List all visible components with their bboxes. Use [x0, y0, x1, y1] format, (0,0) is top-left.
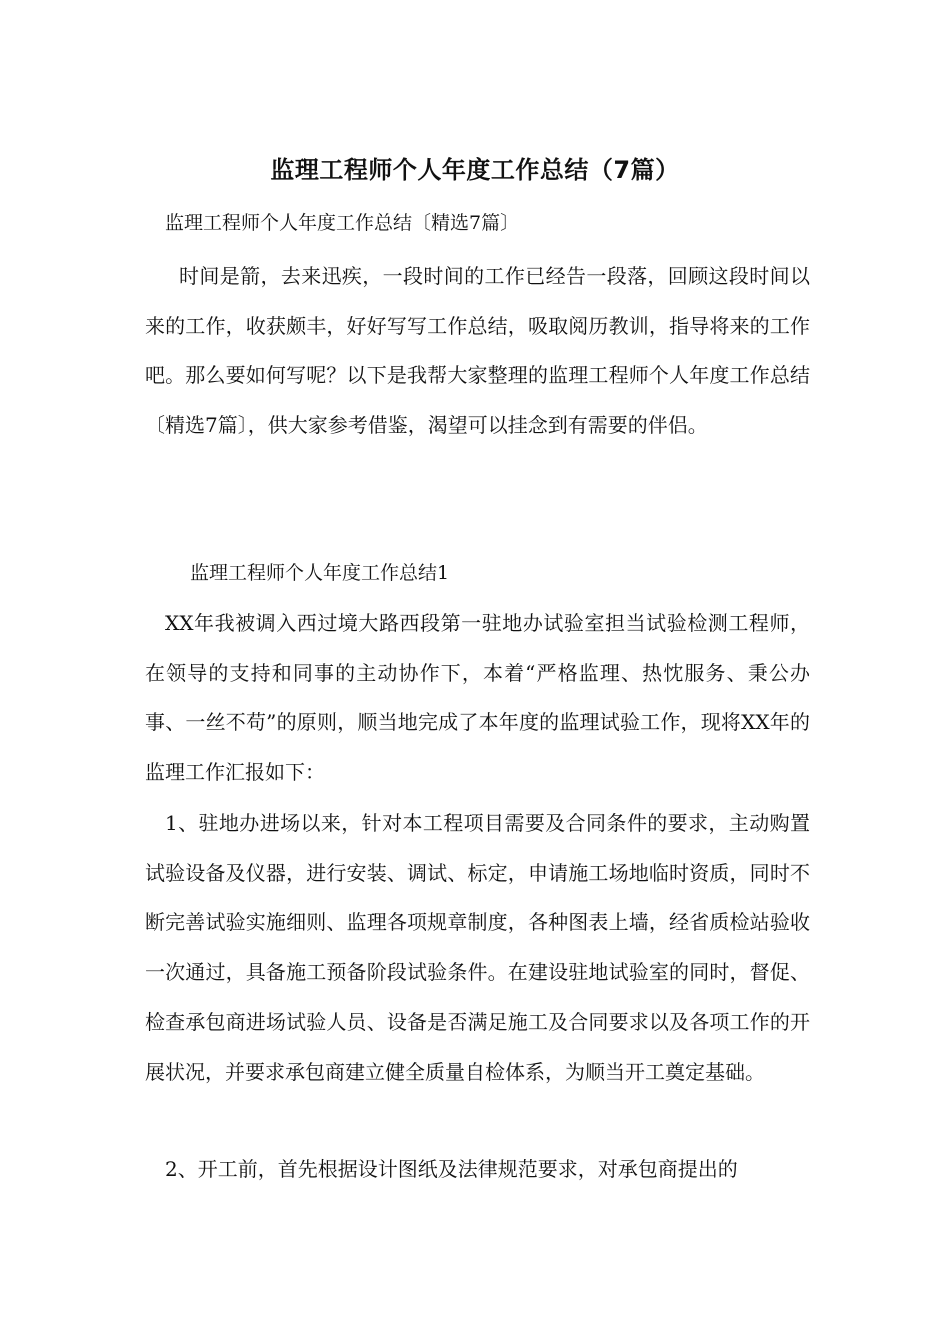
document-subtitle: 监理工程师个人年度工作总结〔精选7篇〕	[165, 212, 520, 234]
section-heading: 监理工程师个人年度工作总结1	[190, 562, 450, 584]
intro-paragraph: 时间是箭，去来迅疾，一段时间的工作已经告一段落，回顾这段时间以来的工作，收获颇丰，好好写写工作总结，吸取阅历教训，指导将来的工作吧。那么要如何写呢？以下是我帮大家整理的监理工程师个人年度工作总结〔精选7篇〕，供大家参考借鉴，渴望可以挂念到有需要的伴侣。	[145, 264, 810, 438]
section-paragraph: XX年我被调入西过境大路西段第一驻地办试验室担当试验检测工程师，在领导的支持和同事的主动协作下，本着“严格监理、热忱服务、秉公办事、一丝不苟”的原则，顺当地完成了本年度的监理试验工作，现将XX年的监理工作汇报如下：	[145, 611, 810, 785]
list-item-2: 2、开工前，首先根据设计图纸及法律规范要求，对承包商提出的	[165, 1157, 738, 1181]
list-item-1: 1、驻地办进场以来，针对本工程项目需要及合同条件的要求，主动购置试验设备及仪器，进行安装、调试、标定，申请施工场地临时资质，同时不断完善试验实施细则、监理各项规章制度，各种图表上墙，经省质检站验收一次通过，具备施工预备阶段试验条件。在建设驻地试验室的同时，督促、检查承包商进场试验人员、设备是否满足施工及合同要求以及各项工作的开展状况，并要求承包商建立健全质量自检体系，为顺当开工奠定基础。	[145, 811, 810, 1084]
document-title: 监理工程师个人年度工作总结（7篇）	[270, 156, 680, 184]
